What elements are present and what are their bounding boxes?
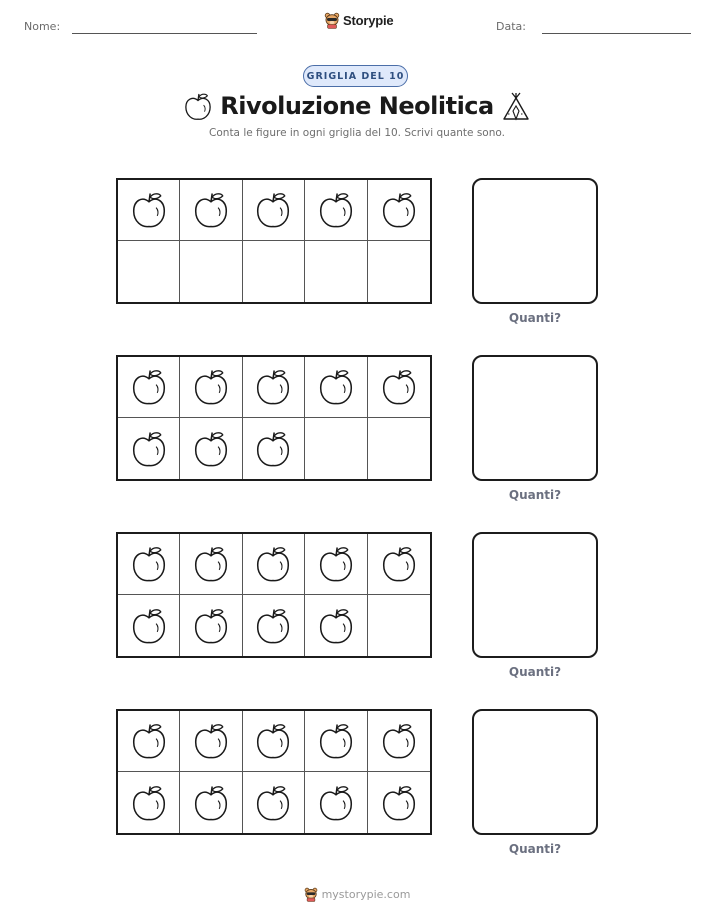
apple-icon bbox=[381, 544, 417, 584]
frame-cell bbox=[243, 418, 305, 479]
brand-name: Storypie bbox=[343, 13, 394, 28]
name-label: Nome: bbox=[24, 20, 61, 33]
frame-cell bbox=[305, 772, 367, 833]
frame-cell bbox=[368, 595, 430, 656]
apple-icon bbox=[381, 190, 417, 230]
instructions: Conta le figure in ogni griglia del 10. Scrivi quante sono. bbox=[209, 127, 505, 139]
frame-cell bbox=[305, 534, 367, 595]
apple-icon bbox=[255, 367, 291, 407]
frame-cell bbox=[368, 180, 430, 241]
ten-frame bbox=[116, 178, 432, 304]
answer-label: Quanti? bbox=[508, 311, 562, 325]
frame-cell bbox=[180, 418, 242, 479]
frame-cell bbox=[368, 241, 430, 302]
apple-icon bbox=[131, 783, 167, 823]
ten-frame bbox=[116, 355, 432, 481]
frame-cell bbox=[368, 418, 430, 479]
apple-icon bbox=[255, 429, 291, 469]
answer-label: Quanti? bbox=[508, 665, 562, 679]
frame-cell bbox=[243, 241, 305, 302]
ten-frame bbox=[116, 709, 432, 835]
apple-icon bbox=[193, 190, 229, 230]
brand-logo bbox=[324, 12, 393, 29]
frame-cell bbox=[180, 711, 242, 772]
frame-cell bbox=[305, 241, 367, 302]
apple-icon bbox=[193, 367, 229, 407]
apple-icon bbox=[381, 367, 417, 407]
bear-mascot-icon bbox=[324, 12, 340, 29]
frame-cell bbox=[118, 357, 180, 418]
footer bbox=[0, 887, 714, 902]
apple-icon bbox=[381, 783, 417, 823]
frame-cell bbox=[305, 595, 367, 656]
ten-frame bbox=[116, 532, 432, 658]
apple-icon bbox=[193, 429, 229, 469]
frame-cell bbox=[305, 180, 367, 241]
frame-cell bbox=[243, 180, 305, 241]
apple-icon bbox=[318, 544, 354, 584]
apple-icon bbox=[318, 721, 354, 761]
frame-cell bbox=[118, 534, 180, 595]
answer-label: Quanti? bbox=[508, 842, 562, 856]
apple-icon bbox=[131, 429, 167, 469]
frame-cell bbox=[118, 241, 180, 302]
frame-cell bbox=[368, 534, 430, 595]
apple-icon bbox=[131, 544, 167, 584]
apple-icon bbox=[193, 721, 229, 761]
page-title: Rivoluzione Neolitica bbox=[220, 92, 494, 120]
frame-cell bbox=[368, 772, 430, 833]
apple-icon bbox=[255, 544, 291, 584]
frame-cell bbox=[305, 711, 367, 772]
frame-cell bbox=[118, 595, 180, 656]
frame-cell bbox=[180, 241, 242, 302]
apple-icon bbox=[255, 783, 291, 823]
answer-label: Quanti? bbox=[508, 488, 562, 502]
frame-cell bbox=[118, 772, 180, 833]
apple-icon bbox=[131, 190, 167, 230]
answer-box[interactable] bbox=[472, 532, 598, 658]
apple-icon bbox=[131, 367, 167, 407]
frame-cell bbox=[118, 180, 180, 241]
apple-icon bbox=[318, 367, 354, 407]
frame-cell bbox=[305, 418, 367, 479]
frame-cell bbox=[243, 595, 305, 656]
frame-cell bbox=[180, 772, 242, 833]
footer-site: mystorypie.com bbox=[321, 888, 411, 901]
worksheet-type-badge: GRIGLIA DEL 10 bbox=[303, 65, 408, 87]
answer-box[interactable] bbox=[472, 709, 598, 835]
frame-cell bbox=[180, 180, 242, 241]
apple-icon bbox=[193, 783, 229, 823]
apple-icon bbox=[381, 721, 417, 761]
frame-cell bbox=[305, 357, 367, 418]
apple-icon bbox=[255, 606, 291, 646]
frame-cell bbox=[180, 534, 242, 595]
apple-icon bbox=[318, 606, 354, 646]
date-label: Data: bbox=[496, 20, 526, 33]
bear-mascot-icon bbox=[304, 887, 318, 902]
frame-cell bbox=[243, 534, 305, 595]
apple-icon bbox=[255, 721, 291, 761]
frame-cell bbox=[243, 357, 305, 418]
apple-icon bbox=[318, 190, 354, 230]
frame-cell bbox=[243, 711, 305, 772]
apple-icon bbox=[193, 606, 229, 646]
date-line bbox=[542, 33, 691, 34]
answer-box[interactable] bbox=[472, 178, 598, 304]
frame-cell bbox=[368, 357, 430, 418]
frame-cell bbox=[368, 711, 430, 772]
teepee-icon bbox=[502, 92, 530, 122]
answer-box[interactable] bbox=[472, 355, 598, 481]
frame-cell bbox=[243, 772, 305, 833]
apple-icon bbox=[255, 190, 291, 230]
apple-icon bbox=[193, 544, 229, 584]
name-line bbox=[72, 33, 257, 34]
frame-cell bbox=[118, 418, 180, 479]
apple-icon bbox=[131, 606, 167, 646]
apple-icon bbox=[131, 721, 167, 761]
frame-cell bbox=[180, 357, 242, 418]
frame-cell bbox=[118, 711, 180, 772]
apple-icon bbox=[318, 783, 354, 823]
frame-cell bbox=[180, 595, 242, 656]
